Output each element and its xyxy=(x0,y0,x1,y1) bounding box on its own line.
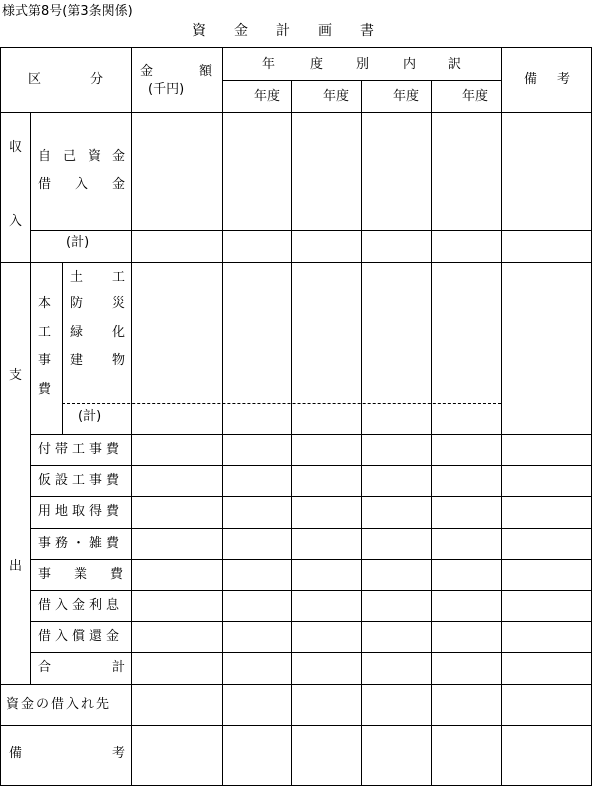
honkoji-char: 費 xyxy=(38,382,52,397)
title-char: 資 xyxy=(192,23,206,39)
col-line-year3 xyxy=(361,80,362,786)
row-line-3 xyxy=(30,496,592,497)
col-line-year2 xyxy=(291,80,292,786)
header-nendobetsu-char: 訳 xyxy=(448,57,462,72)
row-line-income-subtotal xyxy=(30,230,592,231)
title-char: 画 xyxy=(318,23,332,39)
honkoji-line xyxy=(62,262,63,434)
header-kubun-1: 区 xyxy=(28,72,42,87)
honkoji-item-char: 化 xyxy=(112,325,126,340)
header-nendobetsu-char: 度 xyxy=(310,57,324,72)
col-line-year4 xyxy=(431,80,432,786)
expense-total-1: 合 xyxy=(38,660,52,675)
row-line-2 xyxy=(30,465,592,466)
header-nendo-4: 年度 xyxy=(462,89,489,104)
expense-row-label: 事業費 xyxy=(38,567,147,582)
income-label-1: 収 xyxy=(9,140,23,155)
row-line-honkoji-dashed xyxy=(62,403,501,404)
honkoji-item-char: 災 xyxy=(112,296,126,311)
honkoji-item-char: 緑 xyxy=(70,325,84,340)
header-nendo-1: 年度 xyxy=(254,89,281,104)
header-kingaku-2: 額 xyxy=(199,64,213,79)
expense-total-2: 計 xyxy=(112,660,126,675)
expense-label-1: 支 xyxy=(9,368,23,383)
remarks-row-1: 備 xyxy=(9,746,23,761)
honkoji-item-char: 土 xyxy=(70,270,84,285)
section-line xyxy=(30,112,31,684)
income-item-char: 入 xyxy=(75,177,89,192)
title-char: 計 xyxy=(276,23,290,39)
honkoji-char: 本 xyxy=(38,296,52,311)
income-subtotal: (計) xyxy=(66,235,90,250)
income-item-char: 己 xyxy=(63,149,77,164)
remarks-row-2: 考 xyxy=(112,746,126,761)
row-line-expense-end xyxy=(0,684,592,685)
row-line-4 xyxy=(30,528,592,529)
expense-row-label: 借入償還金 xyxy=(38,629,124,644)
header-kubun-2: 分 xyxy=(90,72,104,87)
header-biko-1: 備 xyxy=(524,72,538,87)
table-border-top xyxy=(0,47,592,48)
expense-row-label: 仮設工事費 xyxy=(38,473,124,488)
col-line-kingaku xyxy=(131,47,132,786)
expense-row-label: 付帯工事費 xyxy=(38,442,124,457)
honkoji-subtotal: (計) xyxy=(78,409,102,424)
header-nendobetsu-char: 内 xyxy=(403,57,417,72)
income-item-char: 資 xyxy=(88,149,102,164)
lender-row-label: 資金の借入れ先 xyxy=(6,697,112,712)
honkoji-item-char: 物 xyxy=(112,353,126,368)
expense-row-label: 事務・雑費 xyxy=(38,536,124,551)
honkoji-item-char: 建 xyxy=(70,353,84,368)
title-char: 金 xyxy=(234,23,248,39)
honkoji-item-char: 工 xyxy=(112,270,126,285)
title-char: 書 xyxy=(360,23,374,39)
honkoji-item-char: 防 xyxy=(70,296,84,311)
form-number: 様式第8号(第3条関係) xyxy=(2,4,133,19)
header-nendobetsu-char: 別 xyxy=(356,57,370,72)
header-bottom xyxy=(0,112,592,113)
income-item-char: 借 xyxy=(38,177,52,192)
row-line-1 xyxy=(30,434,592,435)
row-line-7 xyxy=(30,621,592,622)
row-line-income-end xyxy=(0,262,592,263)
expense-row-label: 借入金利息 xyxy=(38,598,124,613)
income-item-char: 金 xyxy=(112,177,126,192)
col-line-biko xyxy=(501,47,502,786)
header-kingaku-unit: (千円) xyxy=(148,82,185,97)
table-border-left xyxy=(0,47,1,786)
header-nendo-2: 年度 xyxy=(323,89,350,104)
income-item-char: 自 xyxy=(38,149,52,164)
header-nendo-3: 年度 xyxy=(393,89,420,104)
row-line-8 xyxy=(30,652,592,653)
honkoji-char: 工 xyxy=(38,325,52,340)
row-line-6 xyxy=(30,590,592,591)
honkoji-char: 事 xyxy=(38,353,52,368)
row-line-lender-end xyxy=(0,725,592,726)
row-line-5 xyxy=(30,559,592,560)
expense-row-label: 用地取得費 xyxy=(38,504,124,519)
header-nendobetsu-char: 年 xyxy=(262,57,276,72)
income-label-2: 入 xyxy=(9,214,23,229)
col-line-year1 xyxy=(222,47,223,786)
expense-label-2: 出 xyxy=(9,559,23,574)
income-item-char: 金 xyxy=(112,149,126,164)
header-biko-2: 考 xyxy=(557,72,571,87)
header-kingaku-1: 金 xyxy=(140,64,154,79)
